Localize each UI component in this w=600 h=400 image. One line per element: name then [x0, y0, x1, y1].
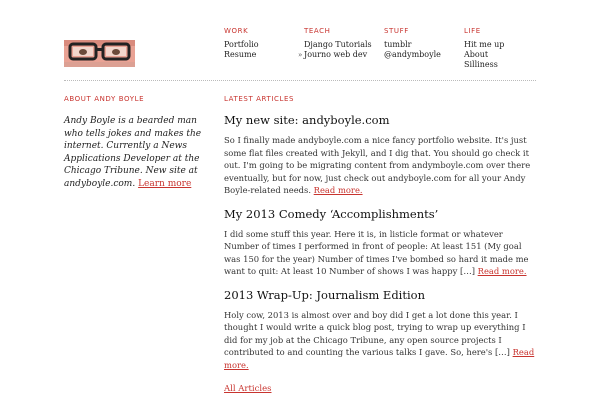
nav-column-life — [464, 27, 542, 70]
article-list — [224, 113, 540, 381]
latest-articles-heading: LATEST ARTICLES — [224, 95, 295, 103]
article — [224, 288, 540, 372]
nav-heading-stuff: STUFF — [384, 27, 409, 35]
excerpt-text: So I finally made andyboyle.com a nice fancy portfolio website. It's just some flat files created with Jekyll, and I dig that. You should go check it out. I'm going to be migrating content from andymboyle.com over there eventually, but for now, just check out andyboyle.com for all your Andy Boyle-related needs. — [224, 135, 531, 195]
article-excerpt — [224, 228, 540, 278]
face-photo-icon — [64, 40, 135, 67]
article-title[interactable]: My 2013 Comedy ‘Accomplishments’ — [224, 206, 439, 221]
nav-link-hit-me-up[interactable]: Hit me up — [464, 40, 505, 49]
article-title[interactable]: 2013 Wrap-Up: Journalism Edition — [224, 287, 425, 302]
nav-link-django-tutorials[interactable]: Django Tutorials — [304, 40, 372, 49]
nav-heading-work: WORK — [224, 27, 249, 35]
about-text: Andy Boyle is a bearded man who tells jokes and makes the internet. Currently a News Applications Developer at the Chicago Tribune. New site at andyboyle.com. — [64, 116, 202, 189]
sidebar-heading: ABOUT ANDY BOYLE — [64, 95, 145, 103]
article — [224, 207, 540, 278]
author-photo[interactable] — [64, 40, 135, 67]
read-more-link[interactable]: Read more. — [224, 347, 535, 370]
article-excerpt — [224, 309, 540, 372]
about-blurb — [64, 115, 214, 190]
excerpt-text: Holy cow, 2013 is almost over and boy did I get a lot done this year. I thought I would write a quick blog post, trying to wrap up everything I did for my job at the Chicago Tribune, any open source projects I contributed to and counting the various talks I gave. So, here's […] — [224, 309, 526, 357]
article-excerpt — [224, 134, 540, 197]
article-title[interactable]: My new site: andyboyle.com — [224, 113, 390, 127]
nav-link-about[interactable]: About — [464, 50, 489, 59]
nav-column-stuff — [384, 27, 462, 60]
read-more-link[interactable]: Read more. — [477, 266, 527, 276]
read-more-link[interactable]: Read more. — [313, 185, 363, 195]
nav-link-twitter[interactable]: @andymboyle — [384, 50, 441, 59]
learn-more-link[interactable]: Learn more — [138, 178, 192, 189]
all-articles-link[interactable]: All Articles — [224, 384, 272, 394]
header-divider — [64, 80, 536, 81]
nav-link-journo-web-dev[interactable]: » Journo web dev — [304, 50, 382, 60]
nav-heading-teach: TEACH — [304, 27, 331, 35]
excerpt-text: I did some stuff this year. Here it is, in listicle format or whatever Number of times I performed in front of people: At least 151 (My goal was 150 for the year) Number of times I've bombed so hard it made me want to quit: At least 10 Number of shows I was happy […] — [224, 228, 529, 276]
nav-column-work — [224, 27, 302, 60]
nav-link-silliness[interactable]: Silliness — [464, 60, 498, 69]
nav-link-resume[interactable]: Resume — [224, 50, 257, 59]
nav-link-tumblr[interactable]: tumblr — [384, 40, 412, 49]
nav-link-portfolio[interactable]: Portfolio — [224, 40, 259, 49]
article — [224, 113, 540, 197]
nav-heading-life: LIFE — [464, 27, 481, 35]
nav-column-teach — [304, 27, 382, 60]
